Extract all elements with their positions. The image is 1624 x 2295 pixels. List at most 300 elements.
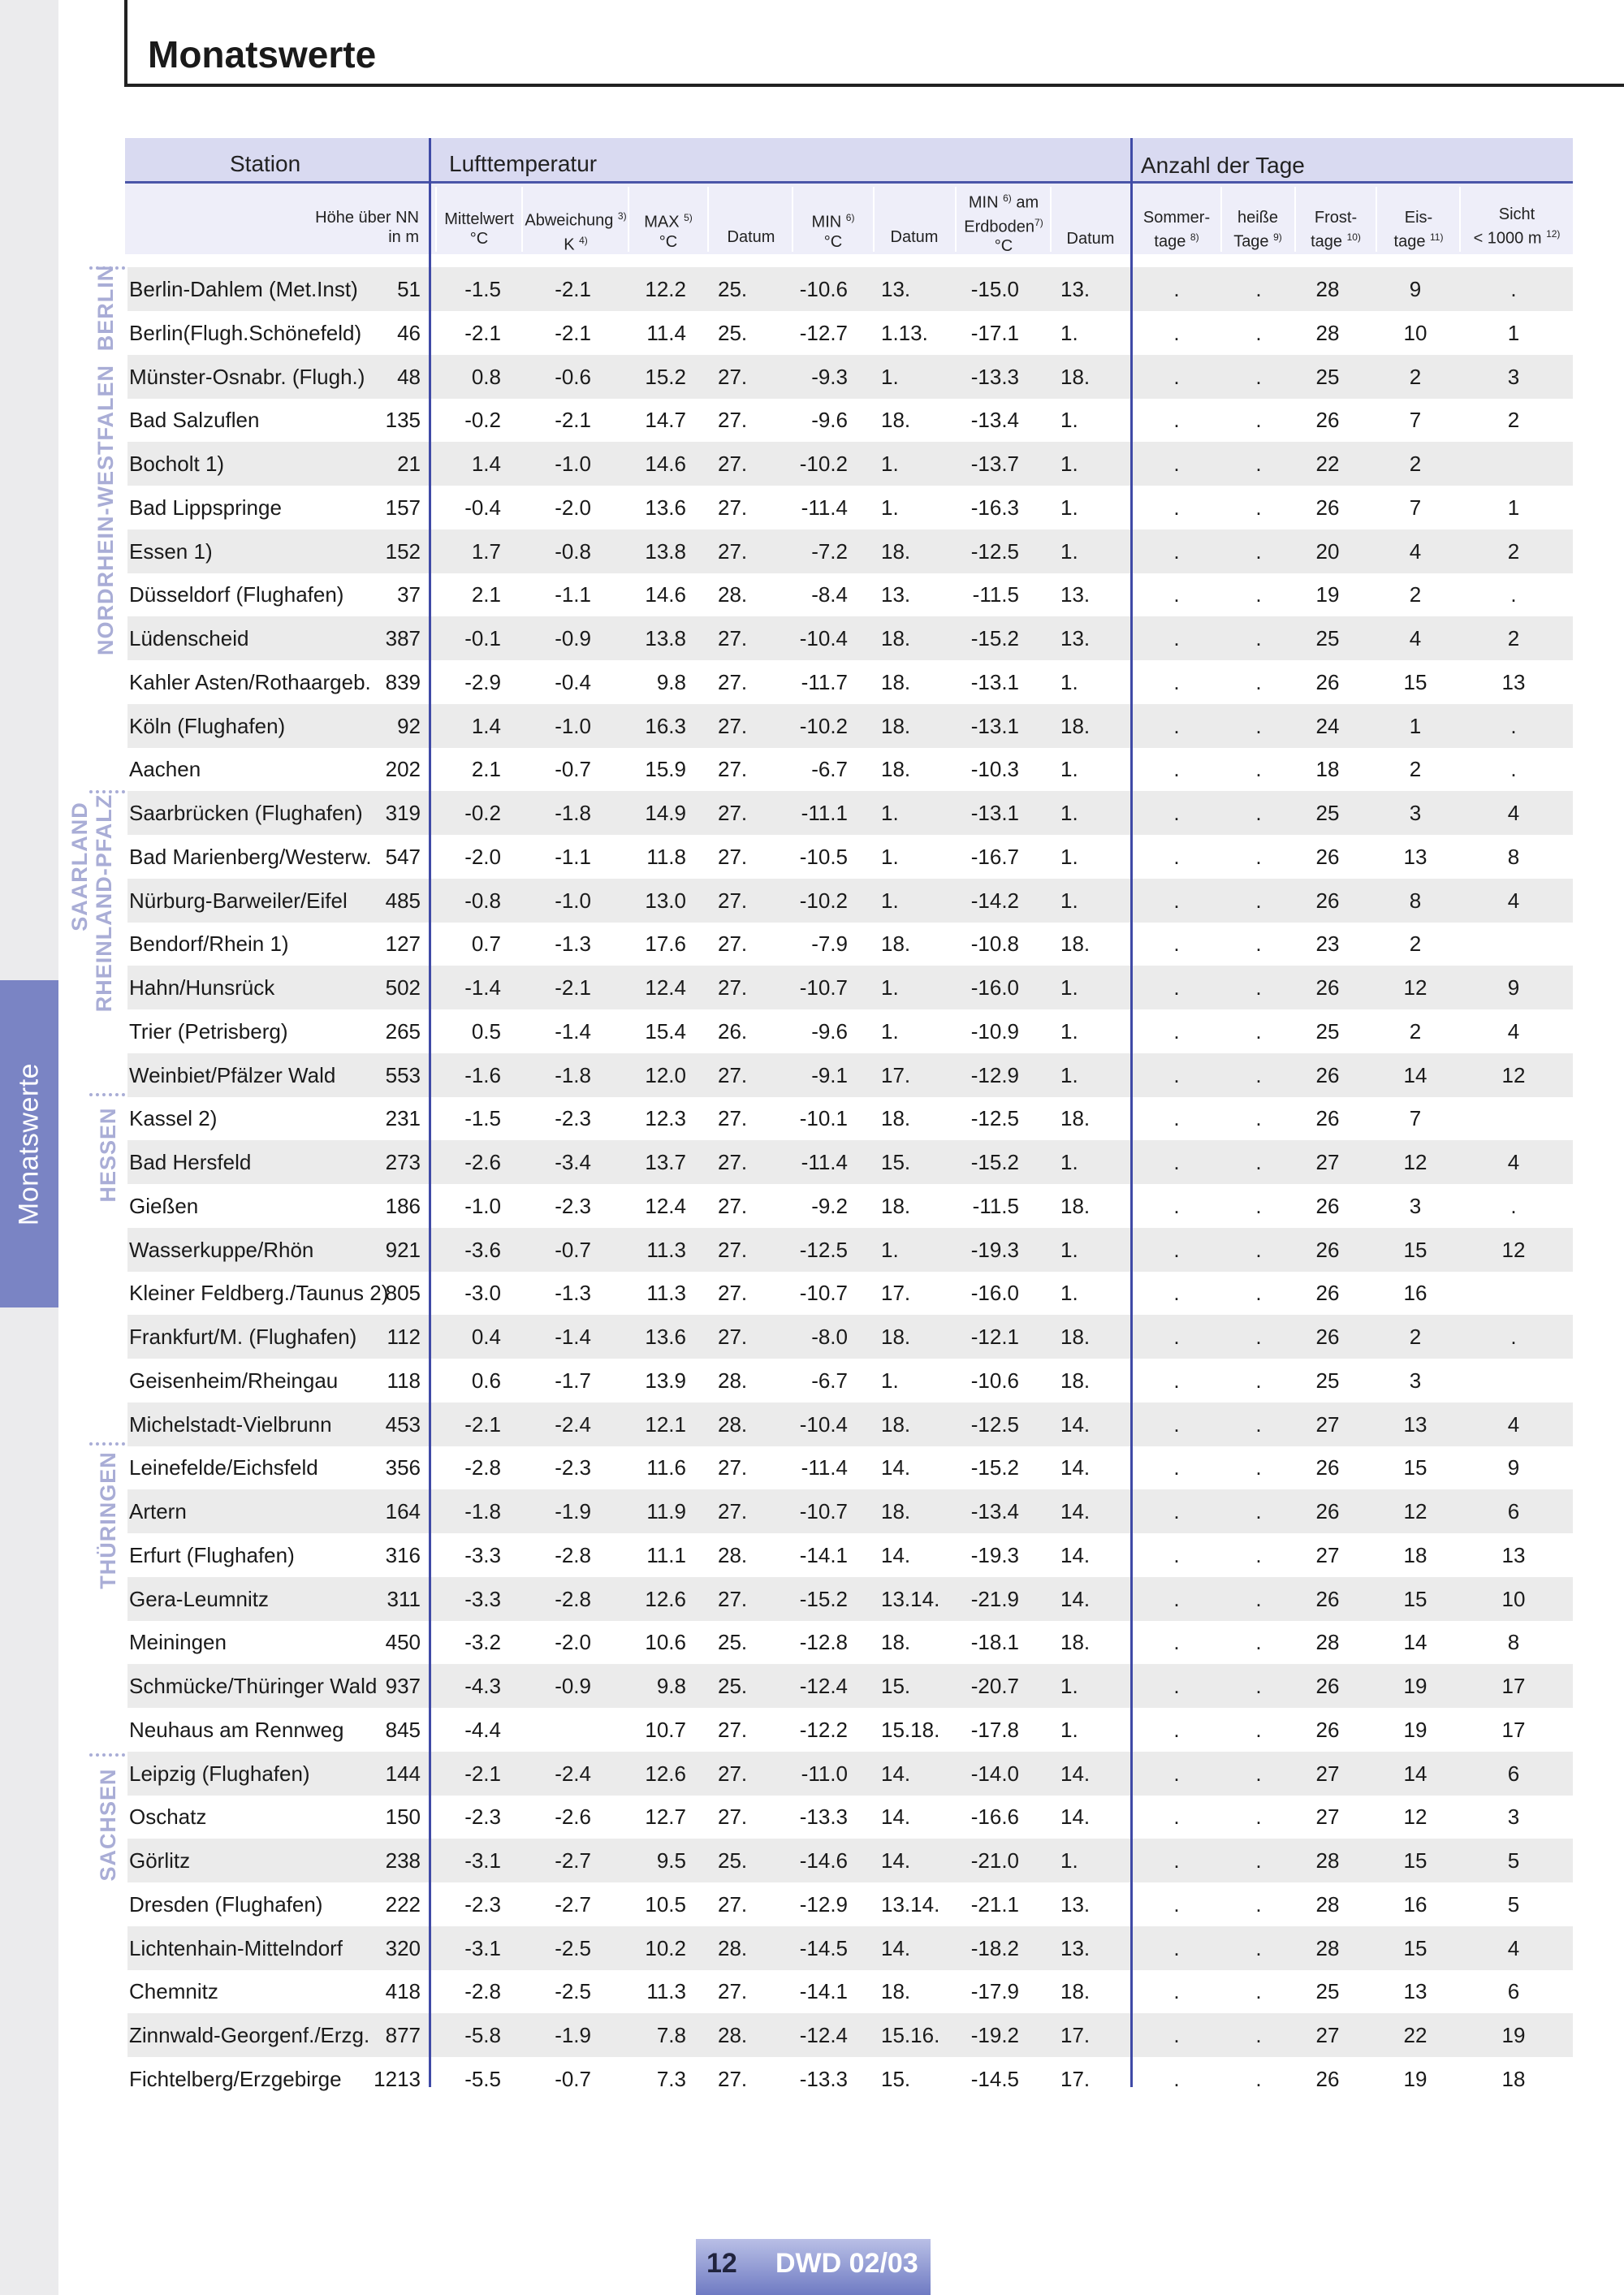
table-cell: 27: [1315, 1761, 1340, 1786]
table-cell: .: [1173, 1150, 1180, 1174]
station-name: Bad Lippspringe: [129, 495, 282, 520]
subheader-divider: [1220, 187, 1222, 252]
table-cell: 25: [1315, 1979, 1340, 2004]
table-cell: -2.7: [555, 1848, 591, 1873]
table-cell: 27.: [718, 408, 748, 433]
table-cell: -12.4: [799, 2023, 848, 2047]
table-cell: .: [1255, 582, 1262, 607]
table-cell: -17.1: [970, 320, 1019, 345]
table-cell: -2.3: [464, 1891, 501, 1917]
table-cell: -15.2: [799, 1586, 848, 1611]
table-row: [127, 573, 1573, 616]
table-cell: 1.4: [471, 452, 501, 476]
table-cell: .: [1173, 1761, 1180, 1786]
table-cell: .: [1173, 1630, 1180, 1655]
table-cell: .: [1255, 713, 1262, 738]
table-cell: -2.4: [555, 1761, 591, 1786]
subheader-datum-max: Datum: [727, 228, 775, 246]
table-cell: 14.6: [645, 582, 686, 607]
table-cell: -1.9: [555, 1499, 591, 1524]
table-cell: .: [1255, 1717, 1262, 1742]
station-name: Chemnitz: [129, 1979, 218, 2004]
table-cell: 4: [1409, 626, 1422, 650]
table-cell: 1.: [881, 801, 899, 825]
table-cell: .: [1173, 1586, 1180, 1611]
table-cell: 1.: [1060, 757, 1078, 782]
table-cell: .: [1255, 1281, 1262, 1306]
table-cell: -14.1: [799, 1542, 848, 1567]
table-cell: .: [1255, 1542, 1262, 1567]
table-cell: 1: [1507, 495, 1520, 520]
table-cell: 273: [385, 1150, 421, 1174]
table-cell: 27.: [718, 1281, 748, 1306]
table-cell: 11.9: [646, 1499, 686, 1524]
table-cell: 13.: [1060, 1891, 1091, 1917]
table-cell: 28: [1315, 277, 1340, 301]
table-cell: -2.5: [555, 1935, 591, 1960]
table-cell: .: [1255, 277, 1262, 301]
table-cell: .: [1173, 888, 1180, 913]
table-header-band: [125, 138, 1573, 184]
table-cell: 3: [1507, 1804, 1520, 1830]
table-cell: -13.3: [799, 2066, 848, 2091]
table-cell: -6.7: [811, 757, 848, 782]
title-rule-horizontal: [124, 84, 1624, 87]
table-cell: 15: [1403, 1848, 1427, 1873]
table-cell: 24: [1315, 713, 1340, 738]
table-cell: .: [1510, 1325, 1517, 1349]
table-cell: 3: [1507, 364, 1520, 389]
table-cell: 8: [1409, 888, 1422, 913]
subheader-divider: [1294, 187, 1296, 252]
table-cell: 14.: [881, 1804, 911, 1830]
table-cell: 15: [1403, 1935, 1427, 1960]
table-cell: 18.: [1060, 1193, 1091, 1218]
table-cell: .: [1255, 1499, 1262, 1524]
table-cell: 9: [1507, 975, 1520, 1000]
station-name: Aachen: [129, 757, 201, 782]
table-cell: -13.1: [970, 713, 1019, 738]
subheader-hoehe: Höhe über NN in m: [315, 209, 419, 246]
table-cell: -12.5: [970, 1411, 1019, 1437]
table-cell: 13: [1403, 1979, 1427, 2004]
table-cell: 27.: [718, 538, 748, 564]
table-cell: 15.: [881, 1150, 911, 1174]
table-row: [127, 1926, 1573, 1970]
table-cell: 4: [1507, 1018, 1520, 1044]
table-cell: 10.5: [645, 1891, 686, 1917]
footer-page-number: 12: [706, 2248, 737, 2279]
station-name: Gera-Leumnitz: [129, 1586, 269, 1611]
table-cell: 1.13.: [881, 320, 928, 345]
table-cell: 23: [1315, 931, 1340, 957]
table-cell: 7: [1409, 408, 1422, 433]
table-cell: -4.4: [464, 1717, 501, 1742]
table-cell: 18.: [1060, 931, 1091, 957]
table-cell: 921: [385, 1237, 421, 1262]
table-cell: 46: [397, 320, 421, 345]
table-row: [127, 1577, 1573, 1621]
table-cell: 2: [1409, 452, 1422, 476]
table-cell: .: [1255, 2023, 1262, 2047]
table-cell: -10.5: [799, 844, 848, 869]
table-cell: -10.6: [799, 277, 848, 301]
table-cell: .: [1255, 408, 1262, 433]
table-cell: 51: [397, 277, 421, 301]
station-name: Fichtelberg/Erzgebirge: [129, 2066, 342, 2091]
table-row: [127, 1882, 1573, 1926]
table-cell: 25.: [718, 1674, 748, 1698]
table-cell: 11.1: [646, 1542, 686, 1567]
table-cell: -11.0: [801, 1761, 848, 1786]
table-cell: -2.0: [464, 844, 501, 869]
table-cell: 1.: [1060, 1018, 1078, 1044]
table-cell: 127: [385, 931, 421, 957]
table-cell: -3.6: [464, 1237, 501, 1262]
table-cell: 7.8: [656, 2023, 686, 2047]
table-cell: 14.: [1060, 1804, 1091, 1830]
table-cell: 4: [1507, 801, 1520, 825]
table-cell: .: [1255, 1848, 1262, 1873]
table-cell: 27.: [718, 1106, 748, 1131]
table-cell: 25: [1315, 1368, 1340, 1393]
table-cell: 12: [1501, 1237, 1526, 1262]
table-cell: 1: [1507, 320, 1520, 345]
station-name: Kahler Asten/Rothaargeb.: [129, 669, 371, 694]
table-cell: 27: [1315, 1150, 1340, 1174]
table-cell: .: [1173, 452, 1180, 476]
table-cell: -1.3: [555, 931, 591, 957]
table-cell: 453: [385, 1411, 421, 1437]
table-cell: 144: [385, 1761, 421, 1786]
table-cell: 15.4: [645, 1018, 686, 1044]
table-cell: 450: [385, 1630, 421, 1655]
table-cell: .: [1255, 1150, 1262, 1174]
table-row: [127, 2013, 1573, 2057]
station-name: Görlitz: [129, 1848, 191, 1873]
table-cell: 12.4: [645, 1193, 686, 1218]
table-cell: .: [1255, 1979, 1262, 2004]
table-cell: 1.: [1060, 1717, 1078, 1742]
station-name: Bad Marienberg/Westerw.: [129, 844, 372, 869]
table-cell: 13.14.: [881, 1586, 940, 1611]
station-name: Berlin-Dahlem (Met.Inst): [129, 277, 358, 301]
table-cell: .: [1255, 1586, 1262, 1611]
subheader-divider: [1050, 187, 1052, 252]
table-cell: 7.3: [656, 2066, 686, 2091]
table-row: [127, 1489, 1573, 1533]
table-cell: 27.: [718, 931, 748, 957]
table-cell: [1473, 1096, 1554, 1140]
table-cell: .: [1173, 2023, 1180, 2047]
table-cell: -3.1: [464, 1848, 501, 1873]
table-cell: 18: [1403, 1542, 1427, 1567]
table-cell: 18.: [881, 626, 911, 650]
table-cell: 15: [1403, 1455, 1427, 1480]
table-cell: 0.7: [471, 931, 501, 957]
table-cell: 27.: [718, 626, 748, 650]
table-cell: 27.: [718, 1062, 748, 1087]
table-cell: 6: [1507, 1499, 1520, 1524]
table-cell: 11.3: [646, 1979, 686, 2004]
table-row: [127, 311, 1573, 355]
table-row: [127, 1708, 1573, 1752]
subheader-heisse-tage: heiße Tage $^{9)}$: [1233, 209, 1282, 251]
subheader-divider: [955, 187, 957, 252]
table-cell: 16.3: [645, 713, 686, 738]
table-cell: 12: [1403, 1804, 1427, 1830]
table-cell: 9.5: [656, 1848, 686, 1873]
table-cell: 27.: [718, 495, 748, 520]
table-cell: .: [1173, 277, 1180, 301]
table-cell: 18: [1501, 2066, 1526, 2091]
station-name: Dresden (Flughafen): [129, 1891, 323, 1917]
table-cell: -1.1: [555, 844, 591, 869]
table-cell: .: [1173, 1062, 1180, 1087]
table-cell: 26: [1315, 1586, 1340, 1611]
table-cell: -2.1: [464, 1761, 501, 1786]
table-cell: -15.2: [970, 1455, 1019, 1480]
region-sachsen: SACHSEN: [96, 1768, 120, 1882]
table-cell: 18.: [881, 1193, 911, 1218]
table-cell: .: [1510, 757, 1517, 782]
table-cell: -21.1: [970, 1891, 1019, 1917]
table-cell: .: [1255, 538, 1262, 564]
station-name: Lichtenhain-Mittelndorf: [129, 1935, 343, 1960]
table-row: [127, 1228, 1573, 1272]
table-cell: 13: [1403, 844, 1427, 869]
table-cell: 118: [387, 1368, 421, 1393]
table-cell: 10.6: [645, 1630, 686, 1655]
table-cell: -18.1: [970, 1630, 1019, 1655]
table-cell: -16.0: [970, 1281, 1019, 1306]
table-cell: 1.: [1060, 408, 1078, 433]
table-cell: -2.6: [464, 1150, 501, 1174]
table-row: [127, 1009, 1573, 1053]
station-name: Bad Salzuflen: [129, 408, 260, 433]
table-cell: 22: [1403, 2023, 1427, 2047]
table-row: [127, 1839, 1573, 1882]
table-cell: 27.: [718, 1717, 748, 1742]
table-cell: -2.3: [555, 1106, 591, 1131]
table-cell: -1.0: [555, 888, 591, 913]
table-cell: .: [1173, 582, 1180, 607]
table-cell: 12.4: [645, 975, 686, 1000]
table-cell: -0.8: [555, 538, 591, 564]
station-name: Meiningen: [129, 1630, 227, 1655]
table-cell: -2.8: [555, 1542, 591, 1567]
table-cell: -1.8: [464, 1499, 501, 1524]
station-name: Erfurt (Flughafen): [129, 1542, 295, 1567]
table-cell: 1.: [881, 888, 899, 913]
station-name: Michelstadt-Vielbrunn: [129, 1411, 332, 1437]
table-cell: -13.1: [970, 801, 1019, 825]
table-cell: -16.0: [970, 975, 1019, 1000]
table-cell: 27.: [718, 1891, 748, 1917]
table-cell: 27.: [718, 844, 748, 869]
table-cell: .: [1255, 1106, 1262, 1131]
table-cell: 13.: [1060, 582, 1091, 607]
subheader-min-erdboden: MIN $^{6)}$ am Erdboden$^{7)}$ °C: [964, 192, 1043, 256]
table-cell: .: [1255, 1674, 1262, 1698]
table-cell: 15: [1403, 669, 1427, 694]
table-cell: 15.2: [645, 364, 686, 389]
table-cell: 10: [1403, 320, 1427, 345]
table-cell: 13.8: [645, 538, 686, 564]
table-cell: -2.8: [464, 1455, 501, 1480]
table-cell: 26: [1315, 669, 1340, 694]
table-row: [127, 1533, 1573, 1577]
table-cell: 16: [1403, 1891, 1427, 1917]
header-lufttemperatur: Lufttemperatur: [449, 151, 598, 176]
table-cell: 14.: [881, 1935, 911, 1960]
table-cell: -9.2: [811, 1193, 848, 1218]
table-cell: 12.3: [645, 1106, 686, 1131]
table-cell: [1473, 442, 1554, 486]
station-name: Wasserkuppe/Rhön: [129, 1237, 314, 1262]
table-cell: -0.2: [464, 801, 501, 825]
table-row: [127, 398, 1573, 442]
table-cell: .: [1173, 1325, 1180, 1349]
table-cell: 1.: [881, 452, 899, 476]
table-cell: .: [1173, 1499, 1180, 1524]
table-cell: -14.0: [970, 1761, 1019, 1786]
table-cell: -11.5: [972, 1193, 1019, 1218]
table-cell: 26: [1315, 888, 1340, 913]
table-cell: 18.: [881, 1499, 911, 1524]
table-cell: -10.9: [970, 1018, 1019, 1044]
station-name: Bocholt 1): [129, 452, 225, 476]
table-cell: -15.0: [970, 277, 1019, 301]
table-cell: 547: [385, 844, 421, 869]
table-cell: 28.: [718, 1411, 748, 1437]
table-cell: -2.7: [555, 1891, 591, 1917]
table-cell: -2.8: [555, 1586, 591, 1611]
table-cell: 26: [1315, 1062, 1340, 1087]
table-cell: 27.: [718, 1761, 748, 1786]
table-cell: .: [1255, 1891, 1262, 1917]
table-cell: .: [1255, 801, 1262, 825]
table-cell: 48: [397, 364, 421, 389]
table-cell: -10.6: [970, 1368, 1019, 1393]
table-cell: -11.7: [801, 669, 848, 694]
table-cell: -2.9: [464, 669, 501, 694]
table-cell: -10.2: [799, 888, 848, 913]
table-cell: 17.: [1060, 2023, 1091, 2047]
station-name: Zinnwald-Georgenf./Erzg.: [129, 2023, 370, 2047]
station-name: Nürburg-Barweiler/Eifel: [129, 888, 348, 913]
table-cell: 150: [385, 1804, 421, 1830]
table-cell: .: [1255, 931, 1262, 957]
table-cell: 17.: [881, 1281, 911, 1306]
table-cell: -12.8: [799, 1630, 848, 1655]
table-cell: .: [1173, 1674, 1180, 1698]
table-cell: 27.: [718, 1979, 748, 2004]
region-hessen: HESSEN: [96, 1107, 120, 1203]
table-cell: 92: [397, 713, 421, 738]
table-cell: 28: [1315, 1891, 1340, 1917]
table-row: [127, 442, 1573, 486]
table-cell: .: [1173, 408, 1180, 433]
table-cell: -9.1: [811, 1062, 848, 1087]
table-cell: -1.9: [555, 2023, 591, 2047]
table-cell: -11.4: [801, 495, 848, 520]
header-station: Station: [230, 151, 301, 176]
table-cell: 19: [1315, 582, 1340, 607]
table-cell: -12.5: [970, 1106, 1019, 1131]
table-cell: -16.3: [970, 495, 1019, 520]
table-cell: -9.3: [811, 364, 848, 389]
table-cell: -2.6: [555, 1804, 591, 1830]
table-cell: -3.3: [464, 1586, 501, 1611]
table-cell: 14.: [1060, 1542, 1091, 1567]
table-cell: 26: [1315, 1106, 1340, 1131]
table-cell: 19: [1501, 2023, 1526, 2047]
table-cell: 26: [1315, 1281, 1340, 1306]
column-separator-station: [429, 138, 431, 2087]
table-row: [127, 922, 1573, 966]
table-cell: -1.5: [464, 1106, 501, 1131]
table-cell: .: [1173, 1542, 1180, 1567]
table-cell: 19: [1403, 2066, 1427, 2091]
table-cell: .: [1173, 1891, 1180, 1917]
table-cell: 937: [385, 1674, 421, 1698]
table-cell: .: [1255, 844, 1262, 869]
table-cell: 502: [385, 975, 421, 1000]
table-cell: -14.6: [799, 1848, 848, 1873]
table-cell: 12: [1501, 1062, 1526, 1087]
table-cell: 15.9: [645, 757, 686, 782]
table-cell: 4: [1507, 1150, 1520, 1174]
station-name: Lüdenscheid: [129, 626, 249, 650]
table-cell: [1473, 1271, 1554, 1315]
table-cell: 13.: [881, 277, 911, 301]
subheader-mittelwert: Mittelwert °C: [444, 210, 514, 248]
table-cell: 2.1: [471, 757, 501, 782]
table-cell: 18.: [881, 931, 911, 957]
table-cell: -1.0: [464, 1193, 501, 1218]
table-row: [127, 1446, 1573, 1489]
table-cell: .: [1173, 1717, 1180, 1742]
table-cell: 28.: [718, 582, 748, 607]
table-cell: 25: [1315, 626, 1340, 650]
table-cell: 13.6: [645, 1325, 686, 1349]
station-name: Artern: [129, 1499, 187, 1524]
table-cell: .: [1255, 1761, 1262, 1786]
table-row: [127, 1969, 1573, 2013]
table-cell: 27: [1315, 1804, 1340, 1830]
table-cell: 1.: [881, 1237, 899, 1262]
table-cell: 1.: [881, 844, 899, 869]
table-cell: 25.: [718, 277, 748, 301]
table-cell: -2.1: [555, 277, 591, 301]
station-name: Hahn/Hunsrück: [129, 975, 275, 1000]
table-cell: .: [1255, 1193, 1262, 1218]
table-cell: 152: [385, 538, 421, 564]
page-title: Monatswerte: [148, 33, 377, 76]
table-row: [127, 2057, 1573, 2101]
table-cell: 320: [385, 1935, 421, 1960]
table-cell: .: [1173, 364, 1180, 389]
station-name: Schmücke/Thüringer Wald: [129, 1674, 378, 1698]
table-cell: 13.6: [645, 495, 686, 520]
table-cell: 27.: [718, 2066, 748, 2091]
table-cell: 2: [1409, 364, 1422, 389]
table-cell: -5.8: [464, 2023, 501, 2047]
table-cell: 13.9: [645, 1368, 686, 1393]
table-cell: 27.: [718, 1804, 748, 1830]
table-cell: 10.7: [645, 1717, 686, 1742]
